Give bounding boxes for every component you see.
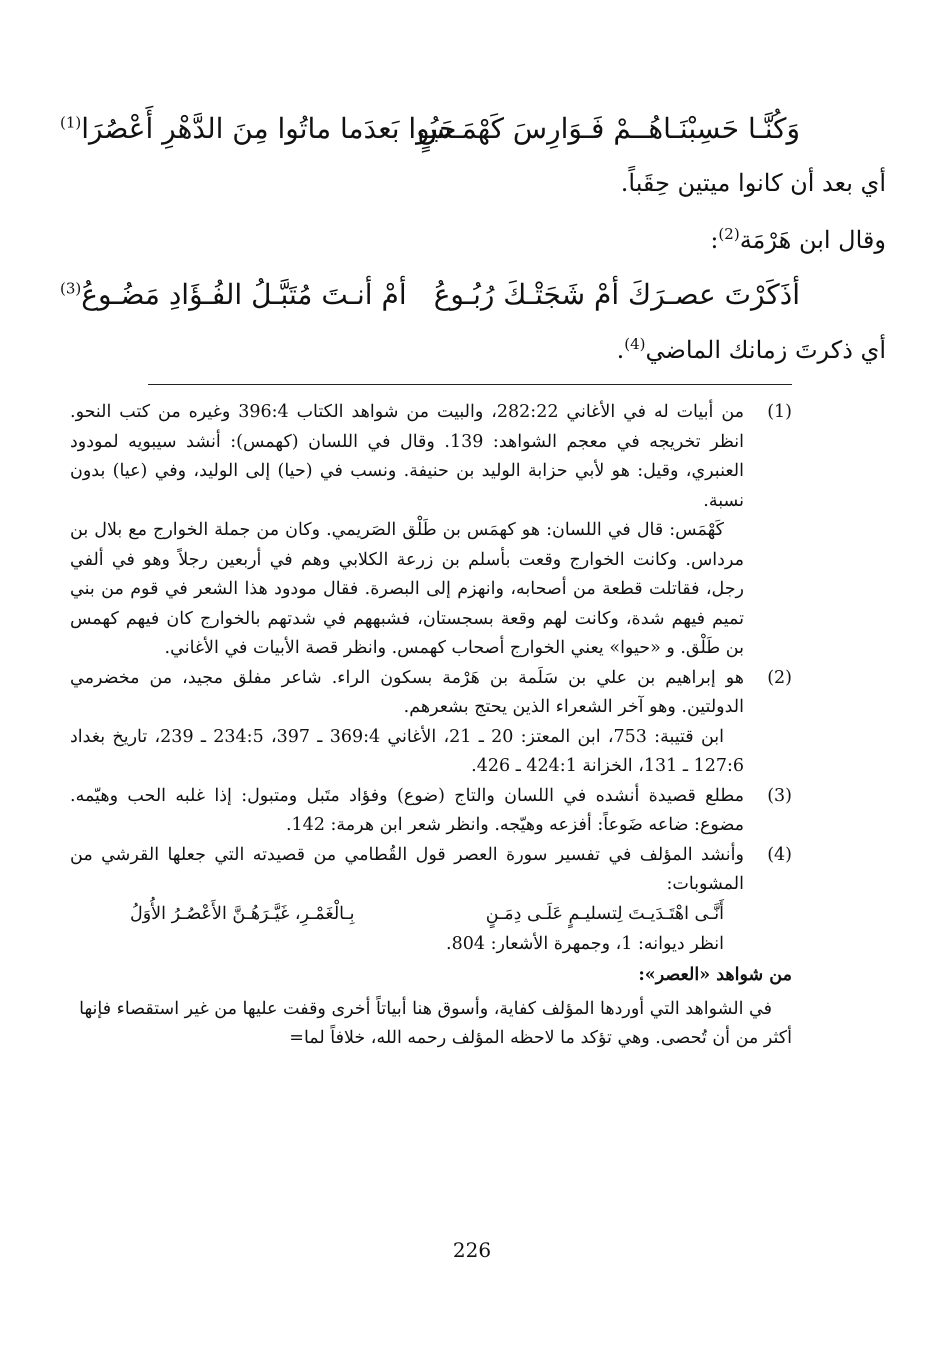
footnote-3 <box>70 782 792 841</box>
footnote-paragraph: هو إبراهيم بن علي بن سَلَمة بن هَرْمة بسكون الراء. شاعر مفلق مجيد، من مخضرمي الدولتين. وهو آخر الشعراء الذين يحتج بشعرهم. <box>70 667 744 717</box>
footnote-4 <box>70 841 792 960</box>
footnote-separator <box>148 384 792 385</box>
commentary-line-3-period: . <box>616 336 625 364</box>
verse-2 <box>60 272 800 318</box>
footnote-number: (2) <box>767 667 792 688</box>
footnote-1 <box>70 398 792 664</box>
commentary-line-1: أي بعد أن كانوا ميتين حِقَباً. <box>620 169 886 197</box>
commentary-line-3 <box>617 332 886 368</box>
footnote-verse <box>70 900 724 930</box>
verse-1 <box>60 106 800 152</box>
verse-1-first-hemistich: وَكُنَّـا حَسِبْنَـاهُــمْ فَـوَارِسَ كَهْمَـسٍ <box>417 112 800 145</box>
footnote-number: (3) <box>767 785 792 806</box>
footnote-ref-4: (4) <box>624 335 646 353</box>
commentary-line-2-colon: : <box>710 226 719 254</box>
footnote-paragraph: من أبيات له في الأغاني 282:22، والبيت من شواهد الكتاب 396:4 وغيره من كتب النحو. انظر تخريجه في معجم الشواهد: 139. وقال في اللسان (كهمس): أنشد سيبويه لمودود العنبري، وقيل: هو لأبي حزابة الوليد بن حنيفة. ونسب في (حيا) إلى الوليد، وفي (عيا) بدون نسبة. <box>70 402 745 511</box>
verse-2-first-hemistich: أذَكَرْتَ عصـرَكَ أمْ شَجَتْـكَ رُبُـوعُ <box>433 278 800 311</box>
footnote-paragraph: مطلع قصيدة أنشده في اللسان والتاج (ضوع) وفؤاد متَبل ومتبول: إذا غلبه الحب وهيّمه. مضوع: ضاعه ضَوعاً: أفزعه وهيّجه. وانظر شعر ابن هرمة: 142. <box>70 785 744 835</box>
commentary-line-3-text: أي ذكرتَ زمانك الماضي <box>645 336 886 364</box>
verse-2-second-hemistich <box>60 272 407 318</box>
footnote-paragraph: ابن قتيبة: 753، ابن المعتز: 20 ـ 21، الأغاني 369:4 ـ 397، 234:5 ـ 239، تاريخ بغداد 127:6 ـ 131، الخزانة 424:1 ـ 426. <box>70 726 744 776</box>
footnote-paragraph: كَهْمَس: قال في اللسان: هو كهمَس بن طَلْق الصَريمي. وكان من جملة الخوارج مع بلال بن مرداس. وكانت الخوارج وقعت بأسلم بن زرعة الكلابي وهم في أربعين رجلاً وهو في ألفي رجل، فقاتلت قطعة من أصحابه، وانهزم إلى البصرة. فقال مودود هذا الشعر في قوم من بني تميم فيهم شدة، وكانت لهم وقعة بسجستان، فشبههم في شدتهم بالخوارج كان فيهم كهمس بن طَلْق. و «حيوا» يعني الخوارج أصحاب كهمس. وانظر قصة الأبيات في الأغاني. <box>70 520 744 658</box>
footnote-2 <box>70 664 792 782</box>
verse-2-second-hemistich-text: أمْ أنـتَ مُتَبَّـلُ الفُـؤَادِ مَضُـوعُ <box>81 278 407 311</box>
footnote-ref-3: (3) <box>60 279 82 298</box>
footnote-ref-2: (2) <box>718 225 740 243</box>
commentary-line-2-text: وقال ابن هَرْمَة <box>739 226 886 254</box>
footnotes <box>70 398 792 1054</box>
footnote-number: (4) <box>767 844 792 865</box>
section-heading: من شواهد «العصر»: <box>638 965 792 985</box>
section-text: في الشواهد التي أوردها المؤلف كفاية، وأسوق هنا أبياتاً أخرى وقفت عليها من غير استقصاء فإنها أكثر من أن تُحصى. وهي تؤكد ما لاحظه المؤلف رحمه الله، خلافاً لما= <box>79 998 792 1048</box>
verse-1-second-hemistich-text: حَيُوا بَعدَما ماتُوا مِنَ الدَّهْرِ أَعْصُرَا <box>81 112 457 145</box>
footnote-number: (1) <box>767 402 792 422</box>
page-number: 226 <box>452 1238 492 1262</box>
footnote-paragraph: وأنشد المؤلف في تفسير سورة العصر قول القُطامي من قصيدته التي جعلها القرشي من المشوبات: <box>70 844 744 894</box>
verse-1-second-hemistich <box>60 106 456 152</box>
footnote-paragraph: انظر ديوانه: 1، وجمهرة الأشعار: 804. <box>446 933 724 954</box>
footnote-verse-second-hemistich: بِـالْغَمْـرِ، غَيَّـرَهُـنَّ الأَعْصُـرُ الأُوَلُ <box>130 903 355 924</box>
footnote-ref-1: (1) <box>60 113 82 132</box>
commentary-line-2 <box>710 222 886 258</box>
footnote-verse-first-hemistich: أَنَّـى اهْتَـدَيـتَ لِتسليـمٍ عَلَـى دِمَـنٍ <box>485 903 724 924</box>
